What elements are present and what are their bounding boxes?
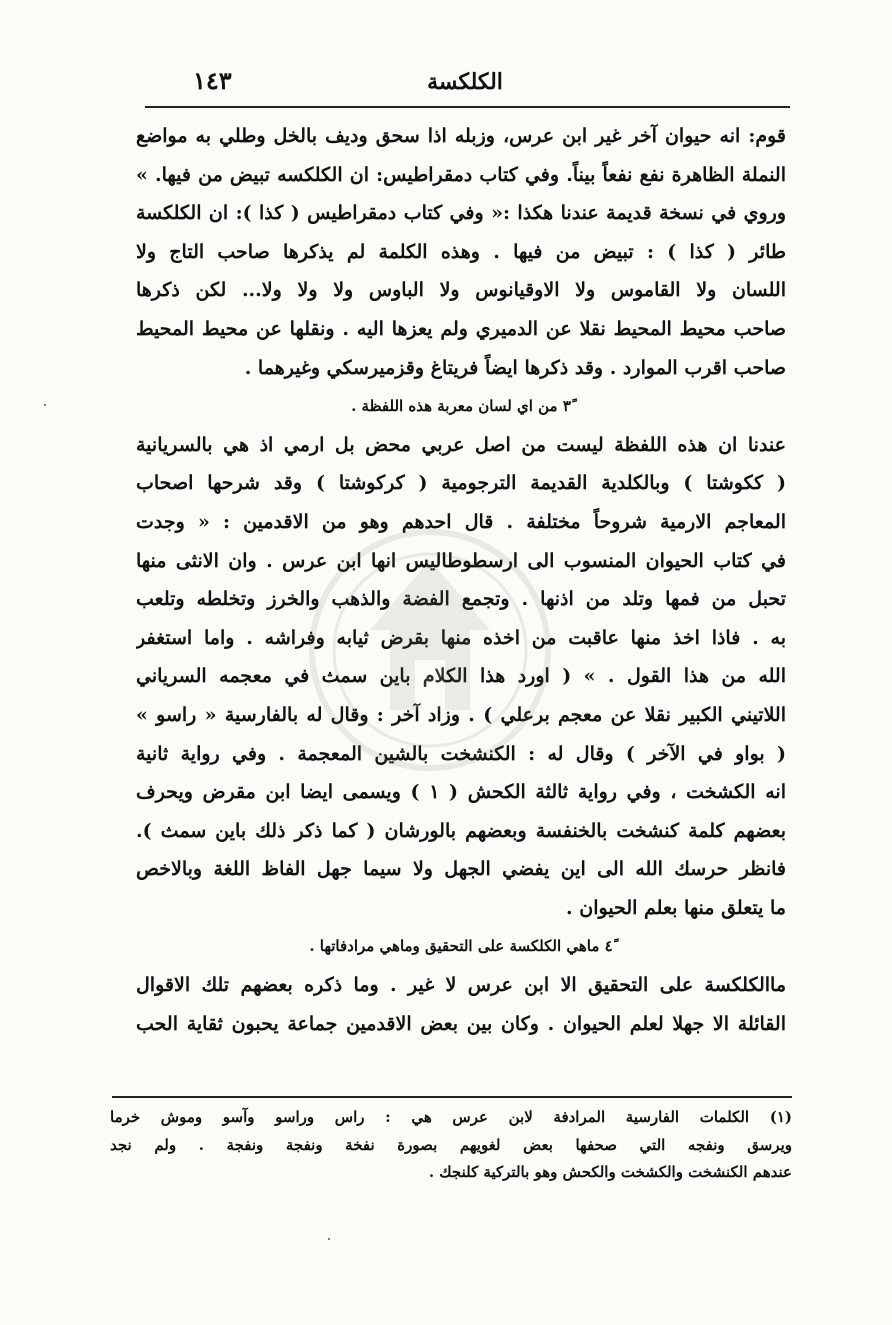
text-line: ( بواو في الآخر ) وقال له : الكنشخت بالشين المعجمة . وفي رواية ثانية [136,742,786,765]
text-line: الله من هذا القول . » ( اورد هذا الكلام باين سمث في معجمه السرياني [136,665,786,688]
text-line: قوم: انه حيوان آخر غير ابن عرس، وزبله اذا سحق وديف بالخل وطلي به مواضع [136,125,786,147]
running-header [145,62,785,102]
text-line: وروي في نسخة قديمة عندنا هكذا :« وفي كتاب دمقراطيس ( كذا ): ان الكلكسة [136,202,786,225]
section-heading: ٣ً من اي لسان معربة هذه اللفظة . [351,397,571,416]
header-rule [145,106,790,108]
text-line: فانظر حرسك الله الى اين يفضي الجهل ولا سيما جهل الفاظ اللغة وبالاخص [136,858,786,881]
text-line: صاحب محيط المحيط نقلا عن الدميري ولم يعزها اليه . ونقلها عن محيط المحيط [136,317,786,340]
text-line: بعضهم كلمة كنشخت بالخنفسة وبعضهم بالورشان ( كما ذكر ذلك باين سمث ). [136,819,786,842]
text-line: تحبل من فمها وتلد من اذنها . وتجمع الفضة والذهب والخرز وتخلطه وتلعب [136,588,786,611]
page-number: ١٤٣ [193,66,232,95]
text-line: صاحب اقرب الموارد . وقد ذكرها ايضاً فريتاغ وقزميرسكي وغيرهما . [244,356,786,379]
footnote-line: ويرسق ونفجه التي صحفها بعض لغويهم بصورة نفخة ونفجة ونفجة . ولم نجد [110,1135,792,1154]
text-line: ما يتعلق منها بعلم الحيوان . [566,896,786,919]
scan-speck [44,404,46,406]
text-line: المعاجم الارمية شروحاً مختلفة . قال احدهم وهو من الاقدمين : « وجدت [136,510,786,533]
main-text [136,118,786,1044]
text-line: ( ككوشتا ) وبالكلدية القديمة الترجومية ( كركوشتا ) وقد شرحها اصحاب [136,472,786,495]
footnote-rule [112,1096,792,1098]
text-line: عندنا ان هذه اللفظة ليست من اصل عربي محض بل ارمي اذ هي بالسريانية [136,433,786,456]
footnote-line: عندهم الكنشخت والكشخت والكحش وهو بالتركية كلنجك . [428,1163,792,1181]
running-title: الكلكسة [427,69,503,95]
scan-speck [328,1238,330,1240]
text-line: طائر ( كذا ) : تبيض من فيها . وهذه الكلمة لم يذكرها صاحب التاج ولا [136,240,786,263]
text-line: انه الكشخت ، وفي رواية ثالثة الكحش ( ١ ) ويسمى ايضا ابن مقرض ويحرف [136,781,786,804]
text-line: اللسان ولا القاموس ولا الاوقيانوس ولا الباوس ولا ولا ولا... لكن ذكرها [136,279,786,302]
text-line: ماالكلكسة على التحقيق الا ابن عرس لا غير . وما ذكره بعضهم تلك الاقوال [136,974,786,997]
text-line: به . فاذا اخذ منها عاقبت من اخذه منها بقرض ثيابه وفراشه . واما استغفر [136,626,786,649]
footnote-line: (١) الكلمات الفارسية المرادفة لابن عرس هي : راس وراسو وآسو وموش خرما [110,1108,792,1126]
text-line: في كتاب الحيوان المنسوب الى ارسطوطاليس انها ابن عرس . وان الانثى منها [136,549,786,572]
text-line: اللاتيني الكبير نقلا عن معجم برعلي ) . وزاد آخر : وقال له بالفارسية « راسو » [136,703,786,726]
footnotes [110,1104,792,1187]
text-line: النملة الظاهرة نفع نفعاً بيناً. وفي كتاب دمقراطيس: ان الكلكسه تبيض من فيها. » [136,163,786,186]
section-heading: ٤ً ماهي الكلكسة على التحقيق وماهي مرادفاتها . [309,937,613,956]
text-line: القائلة الا جهلا لعلم الحيوان . وكان بين بعض الاقدمين جماعة يحبون ثقاية الحب [136,1012,786,1035]
